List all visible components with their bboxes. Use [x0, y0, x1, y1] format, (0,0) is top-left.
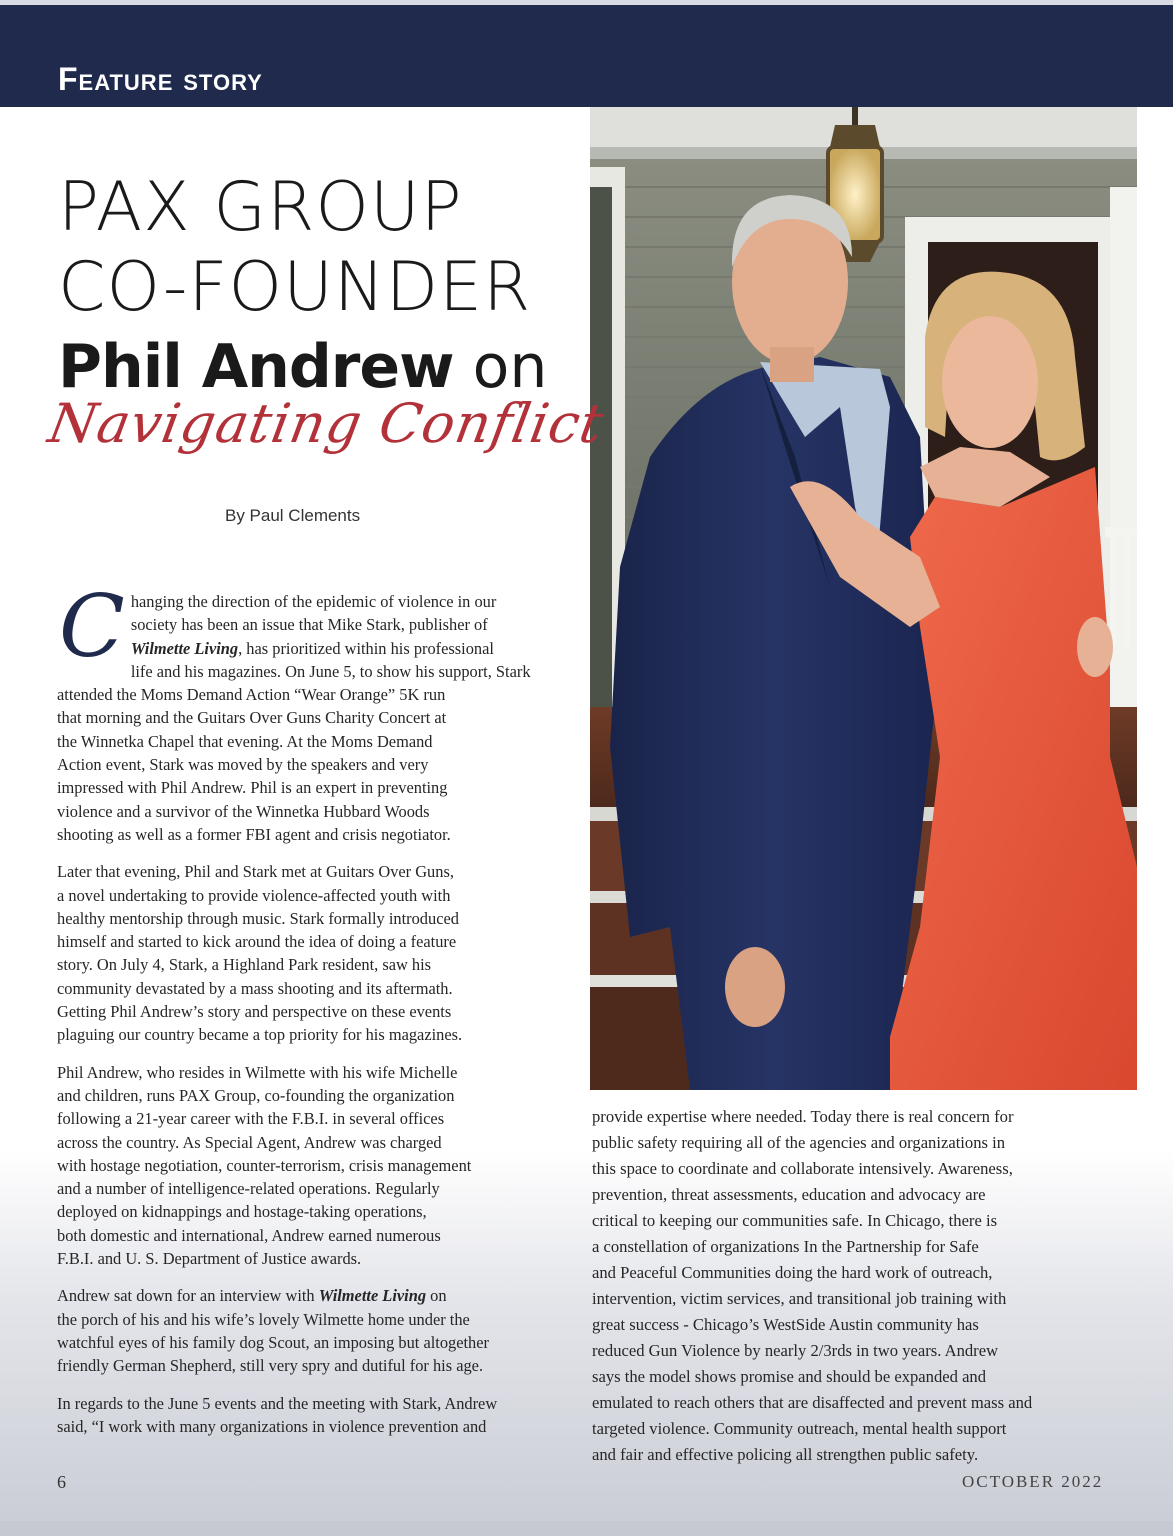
bottom-edge [0, 1521, 1173, 1536]
magazine-name-2: Wilmette Living [318, 1286, 427, 1306]
headline-name: Phil Andrew [58, 332, 454, 402]
page-number: 6 [57, 1472, 66, 1492]
article-paragraph-1 [57, 577, 567, 846]
section-label: Feature story [58, 61, 263, 97]
paragraph-4-before: Andrew sat down for an interview with [57, 1286, 319, 1306]
issue-date: OCTOBER 2022 [962, 1472, 1104, 1491]
headline [58, 168, 586, 406]
article-paragraph-4 [57, 1284, 567, 1377]
byline: By Paul Clements [225, 506, 361, 525]
couple-on-porch-photo [590, 107, 1137, 1090]
article-paragraph-5: In regards to the June 5 events and the meeting with Stark, Andrew said, “I work with many organizations in violence prevention and [57, 1393, 498, 1436]
drop-cap: C [59, 577, 125, 677]
article-column-left [57, 577, 567, 1452]
section-header-bar [0, 5, 1173, 107]
headline-line-2: CO-FOUNDER [58, 248, 532, 327]
headline-on: on [472, 332, 548, 402]
headline-subtitle: Navigating Conflict [44, 392, 609, 455]
paragraph-1-rest: , has prioritized within his professional life and his magazines. On June 5, to show his support, Stark attended the Moms Demand Action “Wear Orange” 5K run that morning and the Guitars Over Guns Charity Concert at the Winnetka Chapel that evening. At the Moms Demand Action event, Stark was moved by the speakers and very impressed with Phil Andrew. Phil is an expert in preventing violence and a survivor of the Winnetka Hubbard Woods shooting as well as a former FBI agent and crisis negotiator. [57, 638, 531, 844]
article-paragraph-2: Later that evening, Phil and Stark met at Guitars Over Guns, a novel undertaking to provide violence-affected youth with healthy mentorship through music. Stark formally introduced himself and started to kick around the idea of doing a feature story. On July 4, Stark, a Highland Park resident, saw his community devastated by a mass shooting and its aftermath. Getting Phil Andrew’s story and perspective on these events plaguing our country became a top priority for his magazines. [57, 862, 463, 1045]
magazine-name: Wilmette Living [130, 638, 239, 658]
article-paragraph-6: provide expertise where needed. Today there is real concern for public safety requiring all of the agencies and organizations in this space to coordinate and collaborate intensively. Awareness, prevention, threat assessments, education and advocacy are critical to keeping our communities safe. In Chicago, there is a constellation of organizations In the Partnership for Safe and Peaceful Communities doing the hard work of outreach, intervention, victim services, and transitional job training with great success - Chicago’s WestSide Austin community has reduced Gun Violence by nearly 2/3rds in two years. Andrew says the model shows promise and should be expanded and emulated to reach others that are disaffected and prevent mass and targeted violence. Community outreach, mental health support and fair and effective policing all strengthen public safety. [592, 1107, 1033, 1464]
paragraph-4-after: on the porch of his and his wife’s lovely Wilmette home under the watchful eyes of his family dog Scout, an imposing but altogether friendly German Shepherd, still very spry and dutiful for his age. [57, 1286, 489, 1376]
article-column-right [592, 1104, 1112, 1482]
feature-photo [590, 107, 1137, 1090]
article-paragraph-3: Phil Andrew, who resides in Wilmette with his wife Michelle and children, runs PAX Group, co-founding the organization following a 21-year career with the F.B.I. in several offices across the country. As Special Agent, Andrew was charged with hostage negotiation, counter-terrorism, crisis management and a number of intelligence-related operations. Regularly deployed on kidnappings and hostage-taking operations, both domestic and international, Andrew earned numerous F.B.I. and U. S. Department of Justice awards. [57, 1062, 472, 1269]
paragraph-1-lead: hanging the direction of the epidemic of violence in our society has been an issue that Mike Stark, publisher of [130, 592, 497, 635]
headline-line-1: PAX GROUP [58, 168, 463, 247]
